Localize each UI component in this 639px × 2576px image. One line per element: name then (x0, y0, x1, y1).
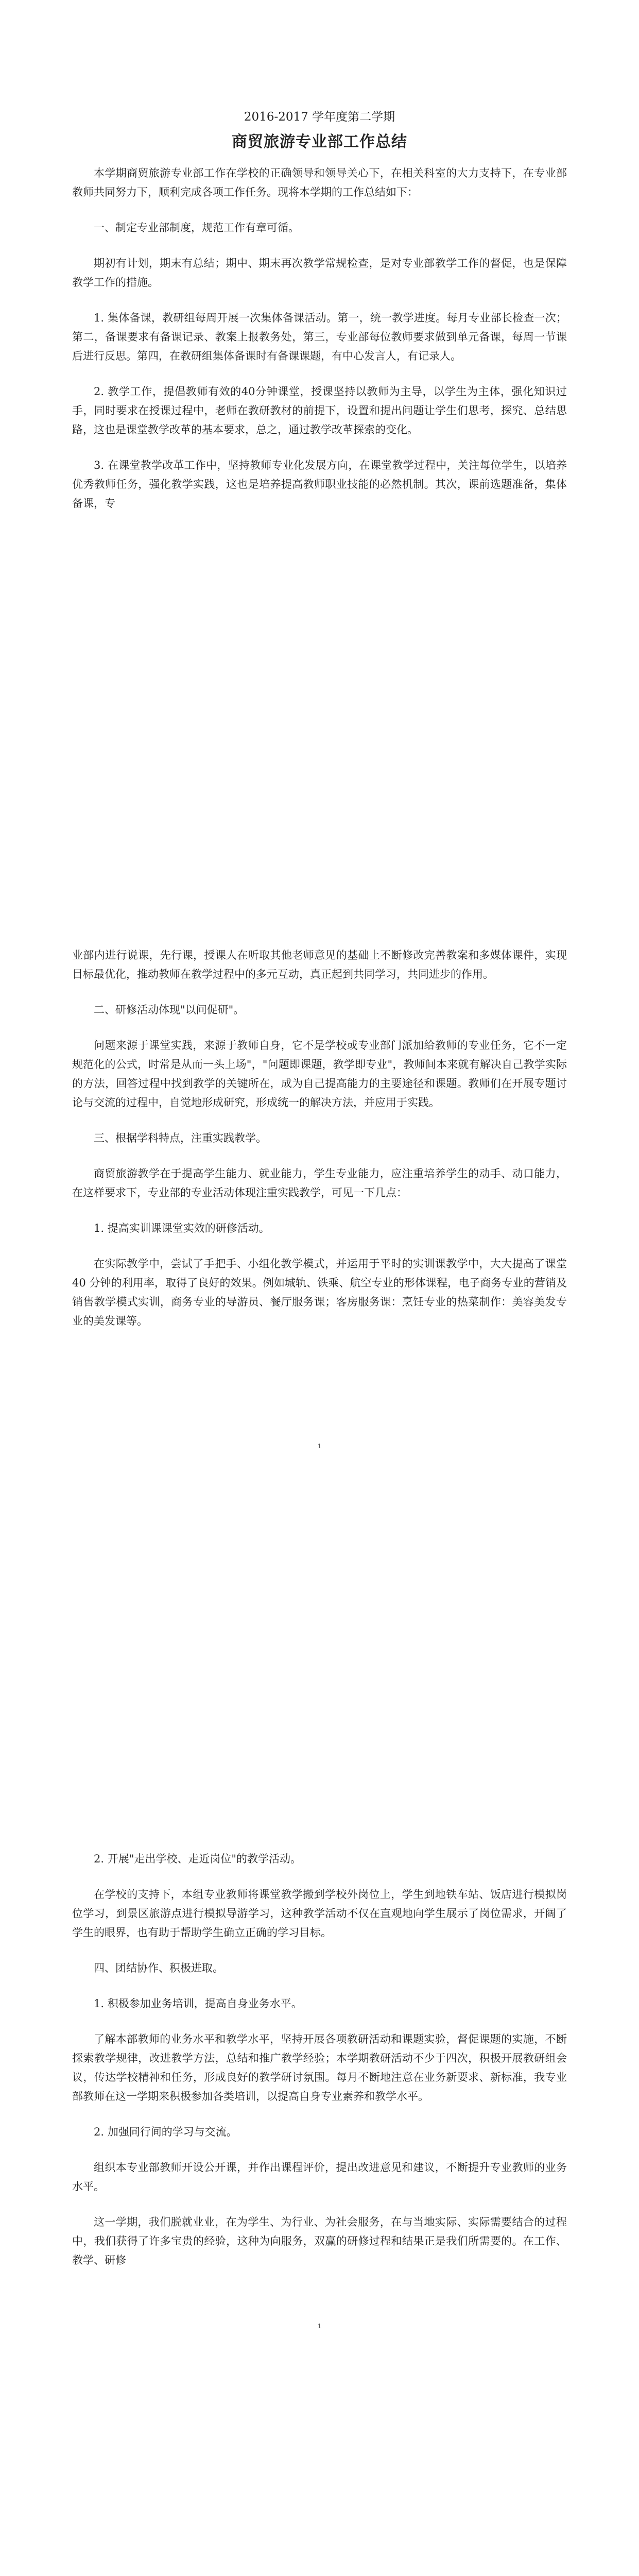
section-heading-4: 四、团结协作、积极进取。 (94, 1962, 223, 1974)
page-2-body (72, 946, 567, 1331)
paragraph: 3. 在课堂教学改革工作中，坚持教师专业化发展方向，在课堂教学过程中，关注每位学生，以培养优秀教师任务，强化教学实践，这也是培养提高教师职业技能的必然机制。其次，课前选题准备，集体备课，专 (72, 459, 567, 510)
paragraph: 业部内进行说课，先行课，授课人在听取其他老师意见的基础上不断修改完善教案和多媒体课件，实现目标最优化，推动教师在教学过程中的多元互动，真正起到共同学习，共同进步的作用。 (72, 949, 567, 980)
page-number: 1 (317, 1443, 322, 1450)
paragraph: 1. 积极参加业务培训，提高自身业务水平。 (94, 1997, 302, 2010)
page-3-body (72, 1850, 567, 2270)
paragraph: 在实际教学中，尝试了手把手、小组化教学模式，并运用于平时的实训课教学中，大大提高了课堂 40 分钟的利用率，取得了良好的效果。例如城轨、铁乘、航空专业的形体课程，电子商务专业的营销及销售教学模式实训，商务专业的导游员、餐厅服务课；客房服务课：烹饪专业的热菜制作：美容美发专业的美发课等。 (72, 1258, 567, 1327)
term-heading: 2016-2017 学年度第二学期 (244, 110, 395, 124)
document-page-1 (0, 0, 639, 904)
paragraph: 组织本专业部教师开设公开课，并作出课程评价，提出改进意见和建议，不断提升专业教师的业务水平。 (72, 2161, 567, 2193)
page-1-body (72, 164, 567, 513)
paragraph: 问题来源于课堂实践，来源于教师自身，它不是学校或专业部门派加给教师的专业任务，它不一定规范化的公式，时常是从而一头上场"，"问题即课题，教学即专业"，教师间本来就有解决自己教学实际的方法，回答过程中找到教学的关键所在，成为自己提高能力的主要途径和课题。教师们在开展专题讨论与交流的过程中，自觉地形成研究，形成统一的解决方法，并应用于实践。 (72, 1039, 567, 1109)
paragraph: 2. 加强同行间的学习与交流。 (94, 2126, 237, 2138)
section-heading-1: 一、制定专业部制度，规范工作有章可循。 (94, 222, 299, 234)
document-page-2 (0, 904, 639, 1807)
paragraph: 1. 提高实训课课堂实效的研修活动。 (94, 1222, 270, 1234)
paragraph: 2. 教学工作，提倡教师有效的40分钟课堂，授课坚持以教师为主导，以学生为主体，强化知识过手，同时要求在授课过程中，老师在教研教材的前提下，设置和提出问题让学生们思考，探究、总结思路，这也是课堂教学改革的基本要求，总之，通过教学改革探索的变化。 (72, 385, 567, 436)
paragraph: 2. 开展"走出学校、走近岗位"的教学活动。 (94, 1853, 302, 1865)
paragraph: 商贸旅游教学在于提高学生能力、就业能力，学生专业能力，应注重培养学生的动手、动口能力，在这样要求下，专业部的专业活动体现注重实践教学，可见一下几点： (72, 1167, 567, 1199)
paragraph: 这一学期，我们脱就业业，在为学生、为行业、为社会服务，在与当地实际、实际需要结合的过程中，我们获得了许多宝贵的经验，这种为向服务，双赢的研修过程和结果正是我们所需要的。在工作、教学、研修 (72, 2216, 567, 2266)
paragraph: 1. 集体备课，教研组每周开展一次集体备课活动。第一，统一教学进度。每月专业部长检查一次；第二，备课要求有备课记录、教案上报教务处，第三，专业部每位教师要求做到单元备课，每周一节课后进行反思。第四，在教研组集体备课时有备课课题，有中心发言人，有记录人。 (72, 312, 567, 362)
section-heading-2: 二、研修活动体现"以问促研"。 (94, 1004, 245, 1016)
page-number: 1 (317, 2323, 322, 2330)
paragraph: 在学校的支持下，本组专业教师将课堂教学搬到学校外岗位上，学生到地铁车站、饭店进行模拟岗位学习，到景区旅游点进行模拟导游学习，这种教学活动不仅在直观地向学生展示了岗位需求，开阔了学生的眼界，也有助于帮助学生确立正确的学习目标。 (72, 1888, 567, 1939)
section-heading-3: 三、根据学科特点，注重实践教学。 (94, 1132, 267, 1144)
document-page-3 (0, 1807, 639, 2576)
intro-paragraph: 本学期商贸旅游专业部工作在学校的正确领导和领导关心下，在相关科室的大力支持下，在专业部教师共同努力下，顺利完成各项工作任务。现将本学期的工作总结如下： (72, 167, 567, 198)
paragraph: 了解本部教师的业务水平和教学水平，坚持开展各项教研活动和课题实验，督促课题的实施，不断探索教学规律，改进教学方法，总结和推广教学经验；本学期教研活动不少于四次，积极开展教研组会议，传达学校精神和任务，形成良好的教学研讨氛围。每月不断地注意在业务新要求、新标准，我专业部教师在这一学期来积极参加各类培训，以提高自身专业素养和教学水平。 (72, 2033, 567, 2103)
paragraph: 期初有计划，期末有总结；期中、期末再次教学常规检查，是对专业部教学工作的督促，也是保障教学工作的措施。 (72, 257, 567, 289)
document-title: 商贸旅游专业部工作总结 (232, 133, 407, 151)
